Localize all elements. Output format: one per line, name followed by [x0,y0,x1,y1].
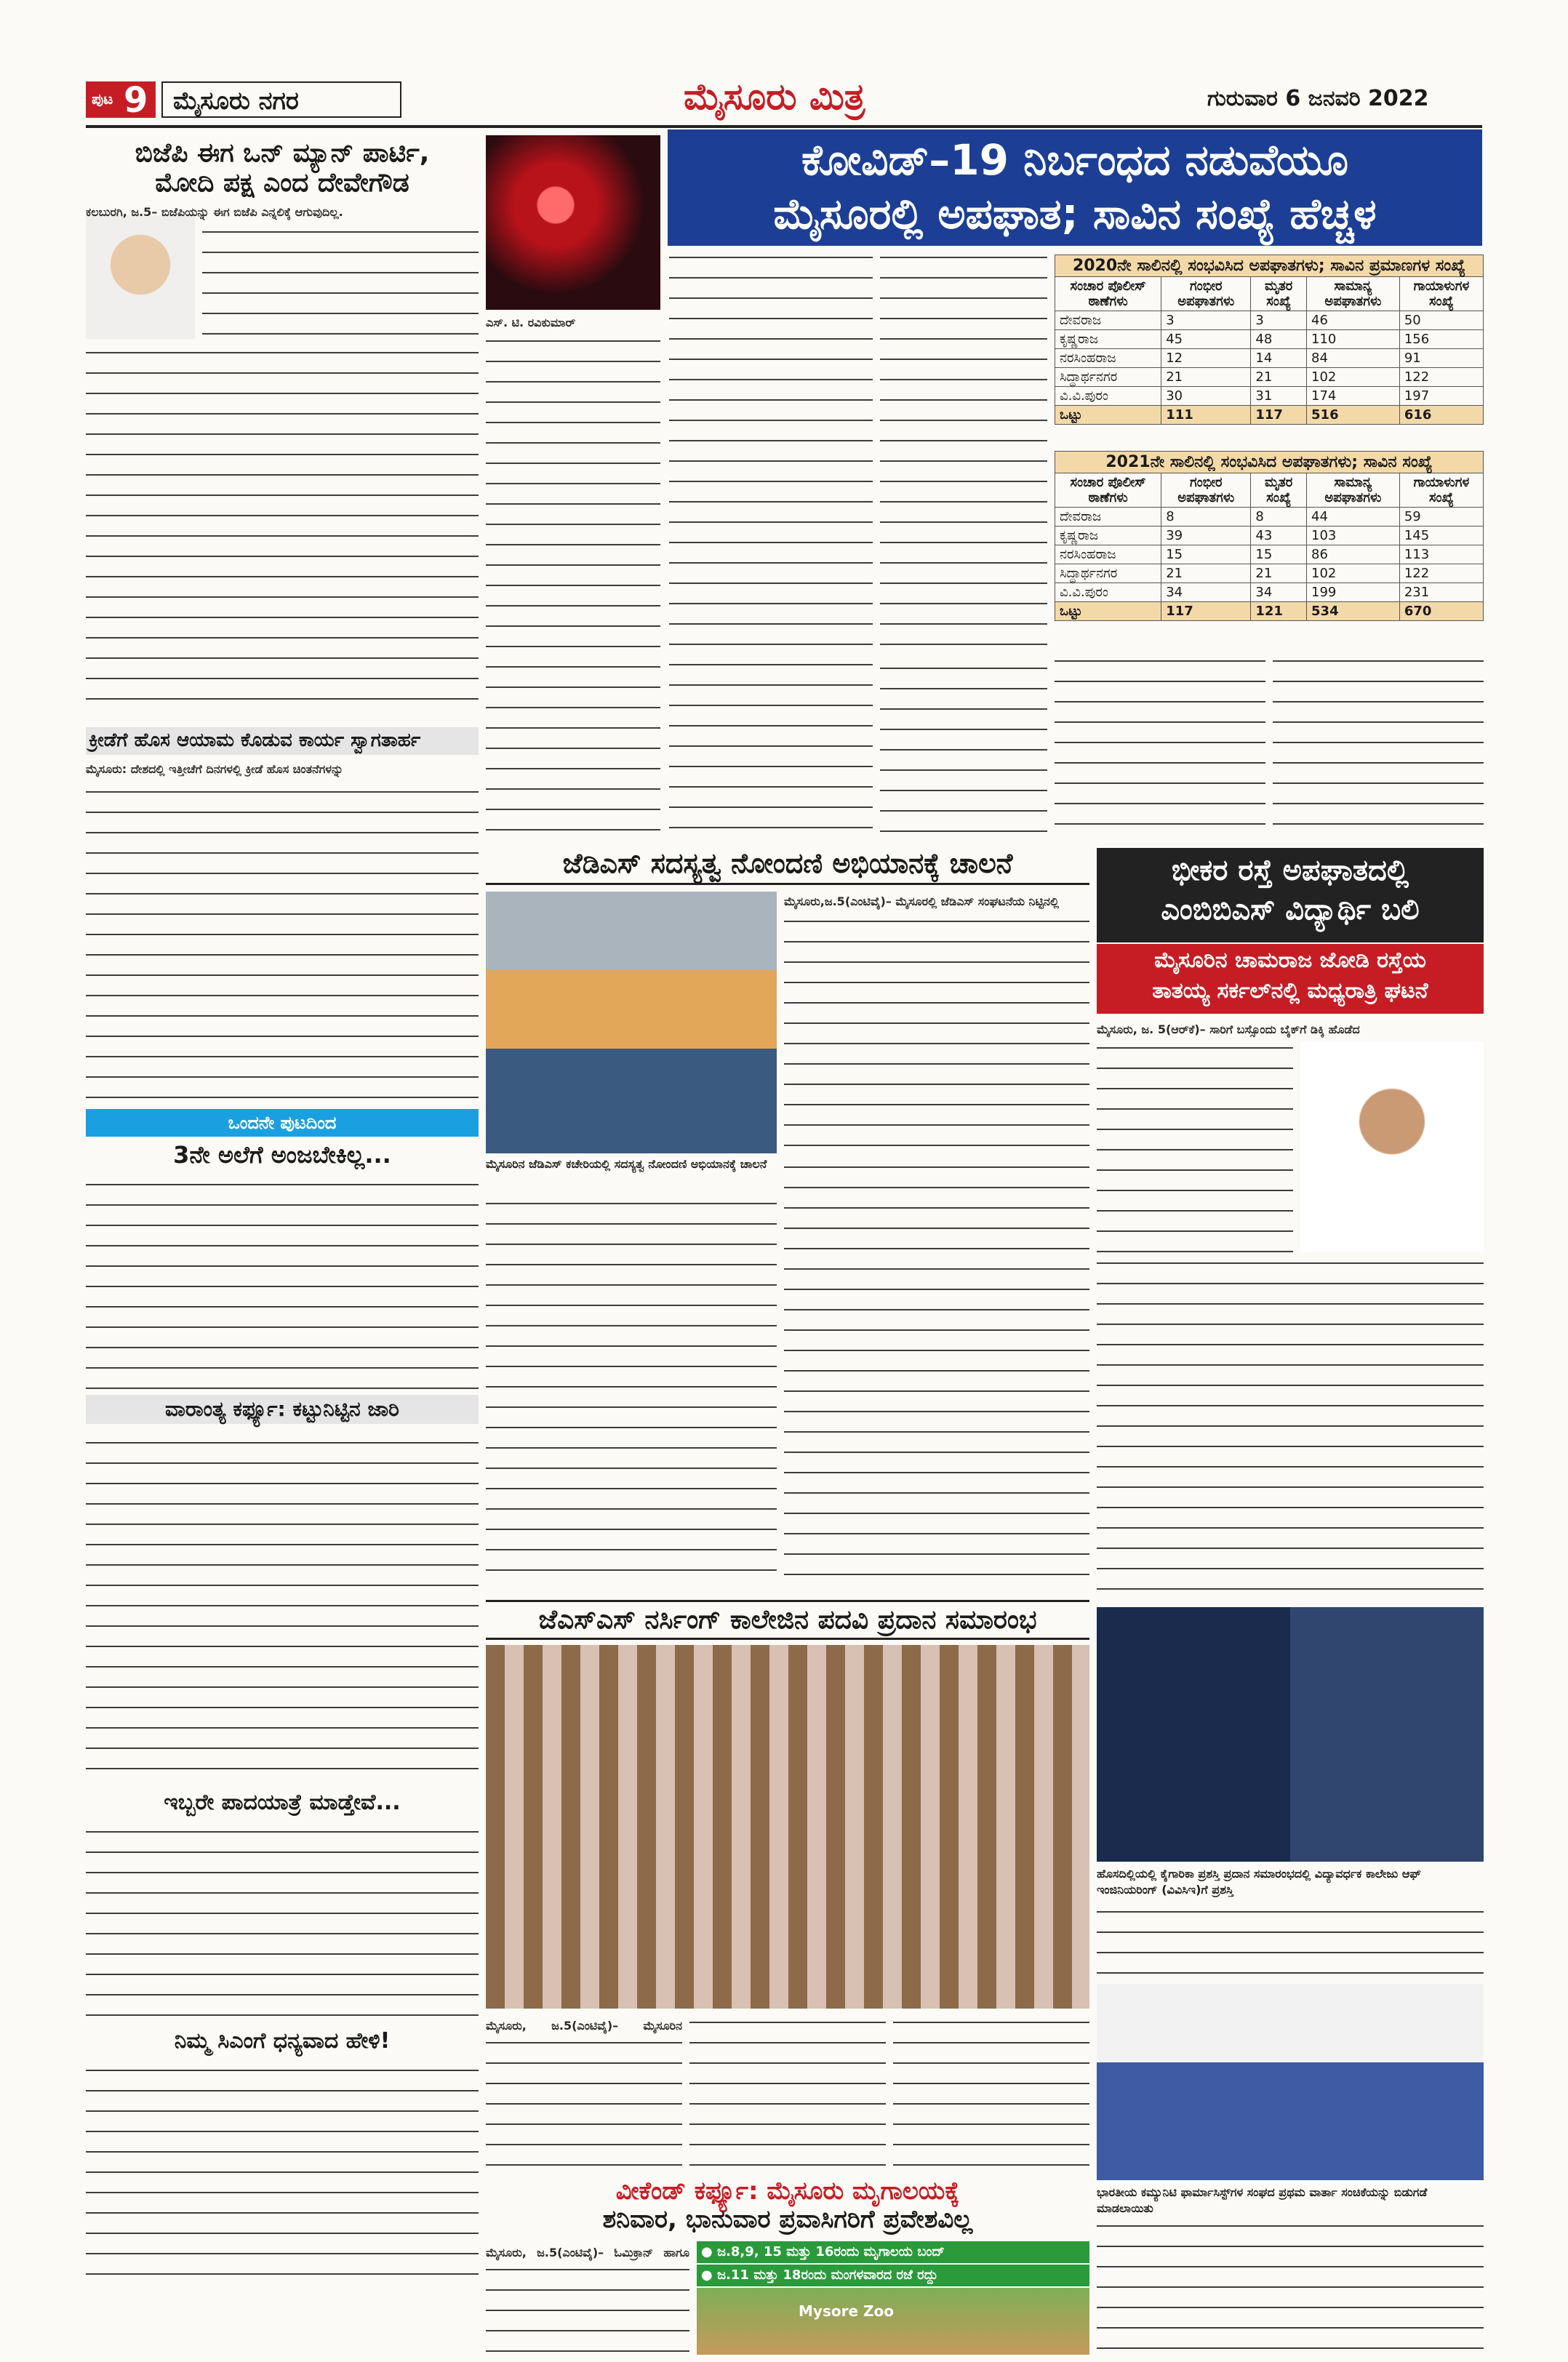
cell: ಕೃಷ್ಣರಾಜ [1055,527,1161,545]
header-rule [86,125,1482,128]
page-number-tag [86,80,156,121]
col-header: ಮೃತರ ಸಂಖ್ಯೆ [1251,473,1307,508]
story-text-col2 [689,2016,886,2174]
cell: ಸಿದ್ಧಾರ್ಥನಗರ [1055,564,1161,583]
cell: 102 [1307,564,1400,583]
student-photo [1300,1041,1484,1252]
cell: 3 [1251,311,1307,330]
dateline: ಮೈಸೂರು,ಜ.5(ಎಂಟಿವೈ)– ಮೈಸೂರಲ್ಲಿ ಜೆಡಿಎಸ್ ಸಂಘಟನೆಯ ನಿಟ್ಟಿನಲ್ಲಿ [784,894,1060,908]
col-header: ಸಾಮಾನ್ಯ ಅಪಘಾತಗಳು [1307,277,1400,311]
lead-text-col3b [880,662,1047,844]
cell: 174 [1307,387,1400,406]
subhead-1: ಮೈಸೂರಿನ ಚಾಮರಾಜ ಜೋಡಿ ರಸ್ತೆಯ [1154,948,1426,973]
col-header: ಮೃತರ ಸಂಖ್ಯೆ [1251,277,1307,311]
page-number: 9 [124,80,148,121]
subhead-2: ತಾತಯ್ಯ ಸರ್ಕಲ್‌ನಲ್ಲಿ ಮಧ್ಯರಾತ್ರಿ ಘಟನೆ [1152,978,1428,1004]
table-row [1055,349,1484,368]
story-jss-nursing [486,1600,1089,2174]
story-text-col3 [893,2016,1089,2174]
continued-text [86,1178,479,1389]
table-row [1055,583,1484,602]
cell: 21 [1251,368,1307,387]
dateline: ಮೈಸೂರು, ಜ.5(ಎಂಟಿವೈ)– ಓಮಿಕ್ರಾನ್ ಹಾಗೂ [486,2246,689,2259]
cell: 50 [1399,311,1483,330]
award-caption-text [1097,1905,1484,1978]
lead-text-col1 [486,335,660,844]
story-accident [1097,848,1484,1604]
story-text [86,785,479,1105]
cell: 122 [1399,564,1483,583]
lead-banner [668,129,1482,246]
lead-headline-2: ಮೈಸೂರಲ್ಲಿ ಅಪಘಾತ; ಸಾವಿನ ಸಂಖ್ಯೆ ಹೆಚ್ಚಳ [773,189,1377,239]
table-total-row [1055,406,1484,425]
story-text [1097,1041,1293,1252]
cell: 122 [1399,368,1483,387]
cell: 86 [1307,545,1400,564]
cell: ಕೃಷ್ಣರಾಜ [1055,330,1161,349]
cell: 3 [1161,311,1251,330]
story-text [486,2036,682,2174]
table-row [1055,527,1484,545]
curfew-headline: ವಾರಾಂತ್ಯ ಕರ್ಫ್ಯೂ: ಕಟ್ಟುನಿಟ್ಟಿನ ಜಾರಿ [86,1395,479,1424]
headline-line2: ಶನಿವಾರ, ಭಾನುವಾರ ಪ್ರವಾಸಿಗರಿಗೆ ಪ್ರವೇಶವಿಲ್ಲ [602,2205,973,2235]
cell: 102 [1307,368,1400,387]
lead-text-col5 [1273,654,1484,844]
deve-gowda-photo [86,215,195,339]
cell: 44 [1307,508,1400,527]
table-row [1055,508,1484,527]
headline-line2: ಮೋದಿ ಪಕ್ಷ ಎಂದ ದೇವೇಗೌಡ [155,168,409,199]
col-header: ಗಂಭೀರ ಅಪಘಾತಗಳು [1161,473,1251,508]
issue-date: ಗುರುವಾರ 6 ಜನವರಿ 2022 [1207,86,1429,111]
cell: 231 [1399,583,1483,602]
accidents-2020-table [1055,255,1484,425]
accident-banner [1097,848,1484,942]
cell: 84 [1307,349,1400,368]
cell: ವಿ.ವಿ.ಪುರಂ [1055,387,1161,406]
cell: 15 [1161,545,1251,564]
headline [486,2177,1089,2206]
col-header: ಸಂಚಾರ ಪೊಲೀಸ್ ಠಾಣೆಗಳು [1055,473,1161,508]
dateline: ಮೈಸೂರು: ದೇಶದಲ್ಲಿ ಇತ್ತೀಚೆಗೆ ದಿನಗಳಲ್ಲಿ ಕ್ರೀಡೆ ಹೊಸ ಚಿಂತನೆಗಳನ್ನು [86,761,344,776]
lead-headline-1: ಕೋವಿಡ್–19 ನಿರ್ಬಂಧದ ನಡುವೆಯೂ [801,135,1349,185]
col-header: ಸಂಚಾರ ಪೊಲೀಸ್ ಠಾಣೆಗಳು [1055,277,1161,311]
headline: ಜೆಎಸ್‌ಎಸ್ ನರ್ಸಿಂಗ್ ಕಾಲೇಜಿನ ಪದವಿ ಪ್ರದಾನ ಸಮಾರಂಭ [486,1600,1089,1640]
jds-event-photo [486,892,777,1153]
story-text [202,225,479,342]
cell: 197 [1399,387,1483,406]
padayatra-text [86,1825,479,2022]
cell: 534 [1307,602,1400,621]
story-jds [486,848,1089,1597]
cell: ದೇವರಾಜ [1055,508,1161,527]
story-sports [86,727,479,1105]
cell: ನರಸಿಂಹರಾಜ [1055,349,1161,368]
cell: 8 [1161,508,1251,527]
table-total-row [1055,602,1484,621]
cell: ವಿ.ವಿ.ಪುರಂ [1055,583,1161,602]
cell: 46 [1307,311,1400,330]
graduation-group-photo [486,1645,1089,2009]
table-row [1055,311,1484,330]
lead-text-col2 [669,251,873,844]
cell: 12 [1161,349,1251,368]
table-row [1055,387,1484,406]
headline-2: ಎಂಬಿಬಿಎಸ್ ವಿದ್ಯಾರ್ಥಿ ಬಲಿ [1161,893,1420,926]
cell: 516 [1307,406,1400,425]
cell: 145 [1399,527,1483,545]
masthead: ಮೈಸೂರು ಮಿತ್ರ [684,76,865,118]
cell: 117 [1251,406,1307,425]
cell: 45 [1161,330,1251,349]
dateline: ಮೈಸೂರು, ಜ. 5(ಆರ್‌ಕೆ)– ಸಾರಿಗೆ ಬಸ್ಸೊಂದು ಬೈಕ್‌ಗೆ ಡಿಕ್ಕಿ ಹೊಡೆದ [1097,1022,1360,1036]
award-photo-caption: ಹೊಸದಿಲ್ಲಿಯಲ್ಲಿ ಕೈಗಾರಿಕಾ ಪ್ರಶಸ್ತಿ ಪ್ರದಾನ ಸಮಾರಂಭದಲ್ಲಿ ವಿದ್ಯಾವರ್ಧಕ ಕಾಲೇಜು ಆಫ್ ಇಂಜಿನಿಯರಿಂಗ್ (ವಿವಿಸಿಇ)ಗೆ ಪ್ರಶಸ್ತಿ [1097,1867,1421,1897]
lead-text-col4 [1055,654,1265,844]
cell: 117 [1161,602,1251,621]
headline: ಬಿಜೆಪಿ ಈಗ ಒನ್ ಮ್ಯಾನ್ ಪಾರ್ಟಿ, [135,138,430,168]
dateline: ಮೈಸೂರು, ಜ.5(ಎಂಟಿವೈ)– ಮೈಸೂರಿನ [486,2019,682,2033]
story-text-cont [486,1197,777,1575]
cell: 31 [1251,387,1307,406]
cell: 156 [1399,330,1483,349]
section-title: ಮೈಸೂರು ನಗರ [161,81,401,118]
headline: ಜೆಡಿಎಸ್ ಸದಸ್ಯತ್ವ ನೋಂದಣಿ ಅಭಿಯಾನಕ್ಕೆ ಚಾಲನೆ [486,848,1089,885]
table-row [1055,368,1484,387]
cell: 110 [1307,330,1400,349]
table-row [1055,564,1484,583]
cell: 199 [1307,583,1400,602]
table-title: 2020ನೇ ಸಾಲಿನಲ್ಲಿ ಸಂಭವಿಸಿದ ಅಪಘಾತಗಳು; ಸಾವಿನ ಪ್ರಮಾಣಗಳ ಸಂಖ್ಯೆ [1055,255,1484,277]
page-label: ಪುಟ [92,90,113,108]
cell: 103 [1307,527,1400,545]
cell: 59 [1399,508,1483,527]
cell: 616 [1399,406,1483,425]
story-text-cont [1097,1257,1484,1598]
cell: ನರಸಿಂಹರಾಜ [1055,545,1161,564]
story-text-cont [86,346,479,717]
col-header: ಗಾಯಾಳುಗಳ ಸಂಖ್ಯೆ [1399,473,1483,508]
zoo-holiday-cancel: ● ಜ.11 ಮತ್ತು 18ರಂದು ಮಂಗಳವಾರದ ರಜೆ ರದ್ದು [697,2265,1089,2286]
cell: 121 [1251,602,1307,621]
headline: ಕ್ರೀಡೆಗೆ ಹೊಸ ಆಯಾಮ ಕೊಡುವ ಕಾರ್ಯ ಸ್ವಾಗತಾರ್ಹ [86,727,479,755]
zoo-giraffe-photo [697,2288,1089,2355]
lead-byline: ಎಸ್. ಟಿ. ರವಿಕುಮಾರ್ [486,316,576,329]
padayatra-headline: ಇಬ್ಬರೇ ಪಾದಯಾತ್ರೆ ಮಾಡ್ತೇವೆ... [164,1790,401,1815]
story-text [784,915,1089,1155]
page-header [0,0,1568,135]
col-header: ಸಾಮಾನ್ಯ ಅಪಘಾತಗಳು [1307,473,1400,508]
table-title: 2021ನೇ ಸಾಲಿನಲ್ಲಿ ಸಂಭವಿಸಿದ ಅಪಘಾತಗಳು; ಸಾವಿನ ಸಂಖ್ಯೆ [1055,452,1484,473]
cell: ಒಟ್ಟು [1055,406,1161,425]
cell: 113 [1399,545,1483,564]
cell: 34 [1251,583,1307,602]
cell: 21 [1161,368,1251,387]
cell: 34 [1161,583,1251,602]
cell: 21 [1251,564,1307,583]
cell: ಒಟ್ಟು [1055,602,1161,621]
accidents-2021-table [1055,451,1484,621]
cell: 111 [1161,406,1251,425]
col-header: ಗಂಭೀರ ಅಪಘಾತಗಳು [1161,277,1251,311]
pharmacists-photo [1097,1984,1484,2180]
continued-bar: ಒಂದನೇ ಪುಟದಿಂದ [86,1109,479,1137]
col-header: ಗಾಯಾಳುಗಳ ಸಂಖ್ಯೆ [1399,277,1483,311]
story-text-cont2 [784,1161,1089,1575]
pharma-caption-text [1097,2219,1484,2355]
accident-subhead [1097,944,1484,1014]
cell: 48 [1251,330,1307,349]
headline-1: ಭೀಕರ ರಸ್ತೆ ಅಪಘಾತದಲ್ಲಿ [1171,854,1409,887]
story-deve-gowda [86,135,479,717]
cell: ಸಿದ್ಧಾರ್ಥನಗರ [1055,368,1161,387]
cell: ದೇವರಾಜ [1055,311,1161,330]
thanks-cm-headline: ನಿಮ್ಮ ಸಿಎಂಗೆ ಧನ್ಯವಾದ ಹೇಳಿ! [174,2028,391,2054]
table-row [1055,330,1484,349]
continued-headline: 3ನೇ ಅಲೆಗೆ ಅಂಜಬೇಕಿಲ್ಲ... [173,1141,391,1169]
pharma-photo-caption: ಭಾರತೀಯ ಕಮ್ಯುನಿಟಿ ಫಾರ್ಮಾಸಿಸ್ಟ್‌ಗಳ ಸಂಘದ ಪ್ರಥಮ ವಾರ್ತಾ ಸಂಚಿಕೆಯನ್ನು ಬಿಡುಗಡೆ ಮಾಡಲಾಯಿತು [1097,2185,1428,2215]
story-zoo [486,2177,1089,2355]
zoo-sign: Mysore Zoo [799,2302,894,2320]
curfew-text [86,1436,479,1785]
table-row [1055,545,1484,564]
story-text [486,2263,689,2355]
headline-part1: ವೀಕೆಂಡ್ ಕರ್ಫ್ಯೂ: ಮೈಸೂರು ಮೃಗಾಲಯಕ್ಕೆ [615,2177,960,2206]
thanks-cm-text [86,2064,479,2282]
cell: 15 [1251,545,1307,564]
award-ceremony-photo [1097,1607,1484,1862]
zoo-closure-dates: ● ಜ.8,9, 15 ಮತ್ತು 16ರಂದು ಮೃಗಾಲಯ ಬಂದ್ [697,2241,1089,2263]
cell: 8 [1251,508,1307,527]
cell: 30 [1161,387,1251,406]
lead-text-col3 [880,251,1047,658]
cell: 14 [1251,349,1307,368]
cell: 670 [1399,602,1483,621]
dateline: ಕಲಬುರಗಿ, ಜ.5– ಬಿಜೆಪಿಯನ್ನು ಈಗ ಬಿಜೆಪಿ ಎನ್ನಲಿಕ್ಕೆ ಆಗುವುದಿಲ್ಲ. [86,205,343,219]
cell: 91 [1399,349,1483,368]
cell: 43 [1251,527,1307,545]
cell: 21 [1161,564,1251,583]
cell: 39 [1161,527,1251,545]
covid-virus-image [486,135,660,310]
jds-photo-caption: ಮೈಸೂರಿನ ಜೆಡಿಎಸ್ ಕಚೇರಿಯಲ್ಲಿ ಸದಸ್ಯತ್ವ ನೋಂದಣಿ ಅಭಿಯಾನಕ್ಕೆ ಚಾಲನೆ [486,1157,767,1171]
